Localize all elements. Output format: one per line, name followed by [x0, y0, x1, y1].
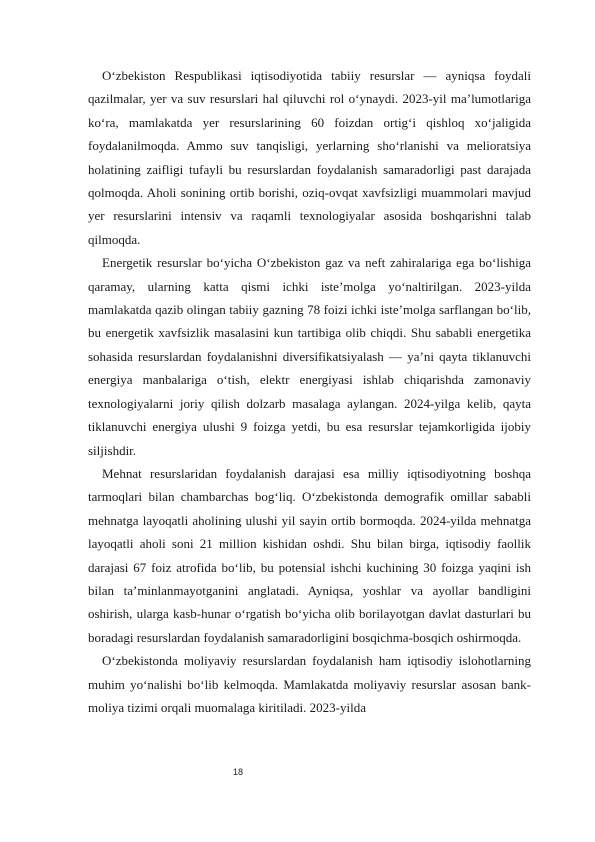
- document-body: [88, 64, 531, 719]
- page-number: 18: [233, 767, 244, 777]
- paragraph-natural-resources: O‘zbekiston Respublikasi iqtisodiyotida tabiiy resurslar — ayniqsa foydali qazilmalar, yer va suv resurslari hal qiluvchi rol o‘ynaydi. 2023-yil ma’lumotlariga ko‘ra, mamlakatda yer resurslarining 60 foizdan ortig‘i qishloq xo‘jaligida foydalanilmoqda. Ammo suv tanqisligi, yerlarning sho‘rlanishi va melioratsiya holatining zaifligi tufayli bu resurslardan foydalanish samaradorligi past darajada qolmoqda. Aholi sonining ortib borishi, oziq-ovqat xavfsizligi muammolari mavjud yer resurslarini intensiv va raqamli texnologiyalar asosida boshqarishni talab qilmoqda.: [88, 68, 531, 247]
- paragraph-financial-resources: O‘zbekistonda moliyaviy resurslardan foydalanish ham iqtisodiy islohotlarning muhim yo‘nalishi bo‘lib kelmoqda. Mamlakatda moliyaviy resurslar asosan bank-moliya tizimi orqali muomalaga kiritiladi. 2023-yilda: [88, 653, 531, 715]
- paragraph-energy-resources: Energetik resurslar bo‘yicha O‘zbekiston gaz va neft zahiralariga ega bo‘lishiga qaramay, ularning katta qismi ichki iste’molga yo‘naltirilgan. 2023-yilda mamlakatda qazib olingan tabiiy gazning 78 foizi ichki iste’molga sarflangan bo‘lib, bu energetik xavfsizlik masalasini kun tartibiga olib chiqdi. Shu sababli energetika sohasida resurslardan foydalanishni diversifikatsiyalash — ya’ni qayta tiklanuvchi energiya manbalariga o‘tish, elektr energiyasi ishlab chiqarishda zamonaviy texnologiyalarni joriy qilish dolzarb masalaga aylangan. 2024-yilga kelib, qayta tiklanuvchi energiya ulushi 9 foizga yetdi, bu esa resurslar tejamkorligida ijobiy siljishdir.: [88, 255, 531, 458]
- paragraph-labor-resources: Mehnat resurslaridan foydalanish darajasi esa milliy iqtisodiyotning boshqa tarmoqlari bilan chambarchas bog‘liq. O‘zbekistonda demografik omillar sababli mehnatga layoqatli aholining ulushi yil sayin ortib bormoqda. 2024-yilda mehnatga layoqatli aholi soni 21 million kishidan oshdi. Shu bilan birga, iqtisodiy faollik darajasi 67 foiz atrofida bo‘lib, bu potensial ishchi kuchining 30 foizga yaqini ish bilan ta’minlanmayotganini anglatadi. Ayniqsa, yoshlar va ayollar bandligini oshirish, ularga kasb-hunar o‘rgatish bo‘yicha olib borilayotgan davlat dasturlari bu boradagi resurslardan foydalanish samaradorligini bosqichma-bosqich oshirmoqda.: [88, 465, 531, 645]
